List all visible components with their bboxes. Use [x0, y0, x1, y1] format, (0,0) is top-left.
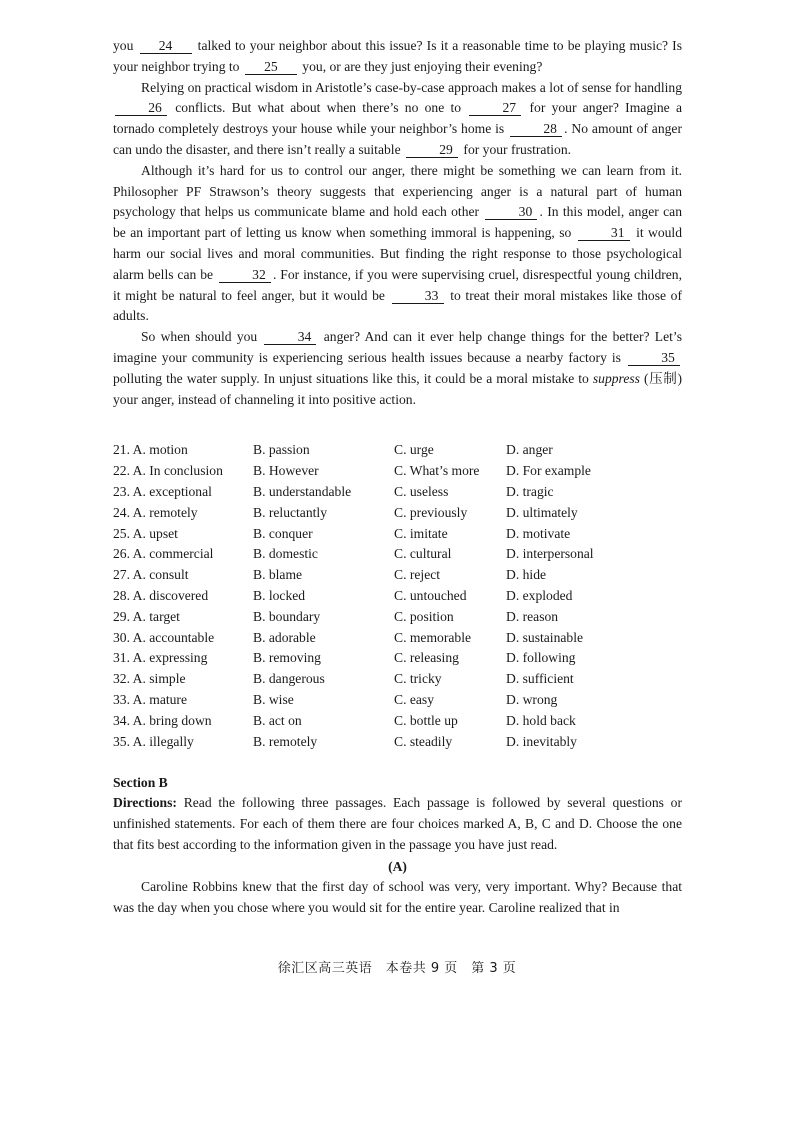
option-row [113, 544, 682, 565]
option-row [113, 690, 682, 711]
option-row [113, 628, 682, 649]
answer-options [113, 440, 682, 752]
text: Relying on practical wisdom in Aristotle’s case-by-case approach makes a lot of sense for handling [141, 79, 682, 95]
option-choice: 22. A. In conclusion [113, 463, 223, 479]
option-choice: B. reluctantly [253, 504, 327, 520]
text: you, or are they just enjoying their evening? [302, 58, 543, 74]
option-choice: D. wrong [506, 691, 558, 707]
blank-26: 26 [115, 100, 167, 116]
blank-30: 30 [485, 204, 537, 220]
option-choice: D. following [506, 650, 576, 666]
option-choice: B. remotely [253, 733, 318, 749]
text-italic: suppress [592, 370, 640, 386]
option-choice: B. understandable [253, 483, 352, 499]
option-choice: B. removing [253, 650, 321, 666]
option-choice: C. memorable [394, 629, 472, 645]
directions-label: Directions: [113, 795, 177, 811]
text: anger? And can it ever help change things for the better? Let’s imagine your community is experiencing serious health issues because a nearby factory is [113, 329, 682, 365]
option-choice: C. imitate [394, 525, 448, 541]
option-choice: C. useless [394, 483, 449, 499]
blank-24: 24 [140, 38, 192, 54]
blank-32: 32 [219, 267, 271, 283]
blank-28: 28 [510, 121, 562, 137]
text: for your anger? Imagine a tornado completely destroys your house while your neighbor’s home is [113, 100, 682, 137]
option-choice: C. releasing [394, 650, 459, 666]
text: for your frustration. [463, 141, 572, 157]
page-footer: 徐汇区高三英语 本卷共 9 页 第 3 页 [277, 961, 517, 976]
option-choice: B. wise [253, 691, 294, 707]
option-choice: 31. A. expressing [113, 650, 208, 666]
option-choice: B. dangerous [253, 671, 325, 687]
option-choice: C. bottle up [394, 712, 458, 728]
option-choice: D. exploded [506, 587, 573, 603]
option-choice: 35. A. illegally [113, 733, 194, 749]
passage-a-text: Caroline Robbins knew that the first day of school was very, very important. Why? Because that was the day when you chose where you would sit for the entire year. Caroline realized that in [113, 879, 682, 916]
option-choice: B. conquer [253, 525, 313, 541]
option-choice: C. What’s more [394, 463, 480, 479]
section-b-directions [113, 793, 682, 855]
option-choice: 34. A. bring down [113, 712, 212, 728]
option-choice: 30. A. accountable [113, 629, 215, 645]
option-choice: B. blame [253, 567, 303, 583]
option-choice: D. reason [506, 608, 559, 624]
paragraph-2 [113, 78, 682, 161]
option-choice: C. previously [394, 504, 468, 520]
option-choice: D. motivate [506, 525, 571, 541]
option-choice: B. act on [253, 712, 302, 728]
text: . No amount of anger can undo the disaster, and there isn’t really a suitable [113, 121, 682, 157]
option-row [113, 461, 682, 482]
blank-25: 25 [245, 59, 297, 75]
option-choice: B. However [253, 463, 319, 479]
blank-29: 29 [406, 142, 458, 158]
option-choice: C. untouched [394, 587, 467, 603]
option-choice: B. adorable [253, 629, 316, 645]
option-choice: 21. A. motion [113, 442, 188, 458]
option-row [113, 607, 682, 628]
option-choice: D. sufficient [506, 671, 574, 687]
option-choice: 27. A. consult [113, 567, 189, 583]
text: So when should you [141, 329, 258, 345]
option-choice: 29. A. target [113, 608, 180, 624]
option-row [113, 482, 682, 503]
option-choice: C. position [394, 608, 454, 624]
option-choice: 28. A. discovered [113, 587, 209, 603]
option-choice: C. steadily [394, 733, 453, 749]
option-choice: D. sustainable [506, 629, 584, 645]
option-row [113, 711, 682, 732]
option-choice: D. ultimately [506, 504, 578, 520]
text: . For instance, if you were supervising cruel, disrespectful young children, it might be natural to feel anger, but it would be [113, 266, 682, 303]
paragraph-4 [113, 327, 682, 410]
blank-34: 34 [264, 329, 316, 345]
option-row [113, 524, 682, 545]
text: (压制) your anger, instead of channeling it into positive action. [113, 370, 682, 407]
option-choice: 24. A. remotely [113, 504, 198, 520]
option-choice: B. passion [253, 442, 310, 458]
option-choice: D. tragic [506, 483, 554, 499]
option-choice: C. reject [394, 567, 441, 583]
option-row [113, 648, 682, 669]
option-row [113, 503, 682, 524]
option-choice: D. interpersonal [506, 546, 594, 562]
paragraph-3 [113, 161, 682, 327]
option-choice: D. hide [506, 567, 547, 583]
option-choice: 25. A. upset [113, 525, 178, 541]
exam-page [113, 36, 682, 919]
option-choice: D. hold back [506, 712, 576, 728]
option-choice: C. easy [394, 691, 435, 707]
option-choice: C. cultural [394, 546, 452, 562]
blank-35: 35 [628, 350, 680, 366]
option-row [113, 565, 682, 586]
directions-text: Read the following three passages. Each passage is followed by several questions or unfinished statements. For each of them there are four choices marked A, B, C and D. Choose the one that fits best according to the information given in the passage you have just read. [113, 795, 682, 852]
text: Although it’s hard for us to control our anger, there might be something we can learn from it. Philosopher PF Strawson’s theory suggests that experiencing anger is a natural part of human psychology that helps us communicate blame and hold each other [113, 162, 682, 220]
option-row [113, 440, 682, 461]
option-row [113, 586, 682, 607]
passage-a-label: (A) [388, 858, 407, 874]
option-choice: 32. A. simple [113, 671, 186, 687]
option-choice: B. boundary [253, 608, 321, 624]
text: you [113, 38, 134, 53]
option-choice: C. urge [394, 442, 434, 458]
text: conflicts. But what about when there’s no one to [175, 100, 462, 116]
blank-27: 27 [469, 100, 521, 116]
text: talked to your neighbor about this issue? Is it a reasonable time to be playing music? Is your neighbor trying to [113, 38, 683, 74]
option-row [113, 732, 682, 753]
blank-31: 31 [578, 225, 630, 241]
option-choice: D. anger [506, 442, 553, 458]
blank-33: 33 [392, 288, 444, 304]
option-choice: B. domestic [253, 546, 318, 562]
text: to treat their moral mistakes like those of adults. [113, 287, 682, 324]
option-choice: C. tricky [394, 671, 442, 687]
option-choice: D. inevitably [506, 733, 577, 749]
option-choice: 33. A. mature [113, 691, 187, 707]
option-choice: D. For example [506, 463, 591, 479]
text: polluting the water supply. In unjust situations like this, it could be a moral mistake to [113, 370, 589, 386]
text: . In this model, anger can be an important part of letting us know when something immoral is happening, so [113, 204, 682, 241]
option-choice: 26. A. commercial [113, 546, 214, 562]
option-row [113, 669, 682, 690]
option-choice: B. locked [253, 587, 306, 603]
section-b-title: Section B [113, 775, 168, 791]
text: it would harm our social lives and moral communities. But finding the right response to those psychological alarm bells can be [113, 225, 682, 282]
option-choice: 23. A. exceptional [113, 483, 212, 499]
paragraph-1 [113, 36, 682, 78]
